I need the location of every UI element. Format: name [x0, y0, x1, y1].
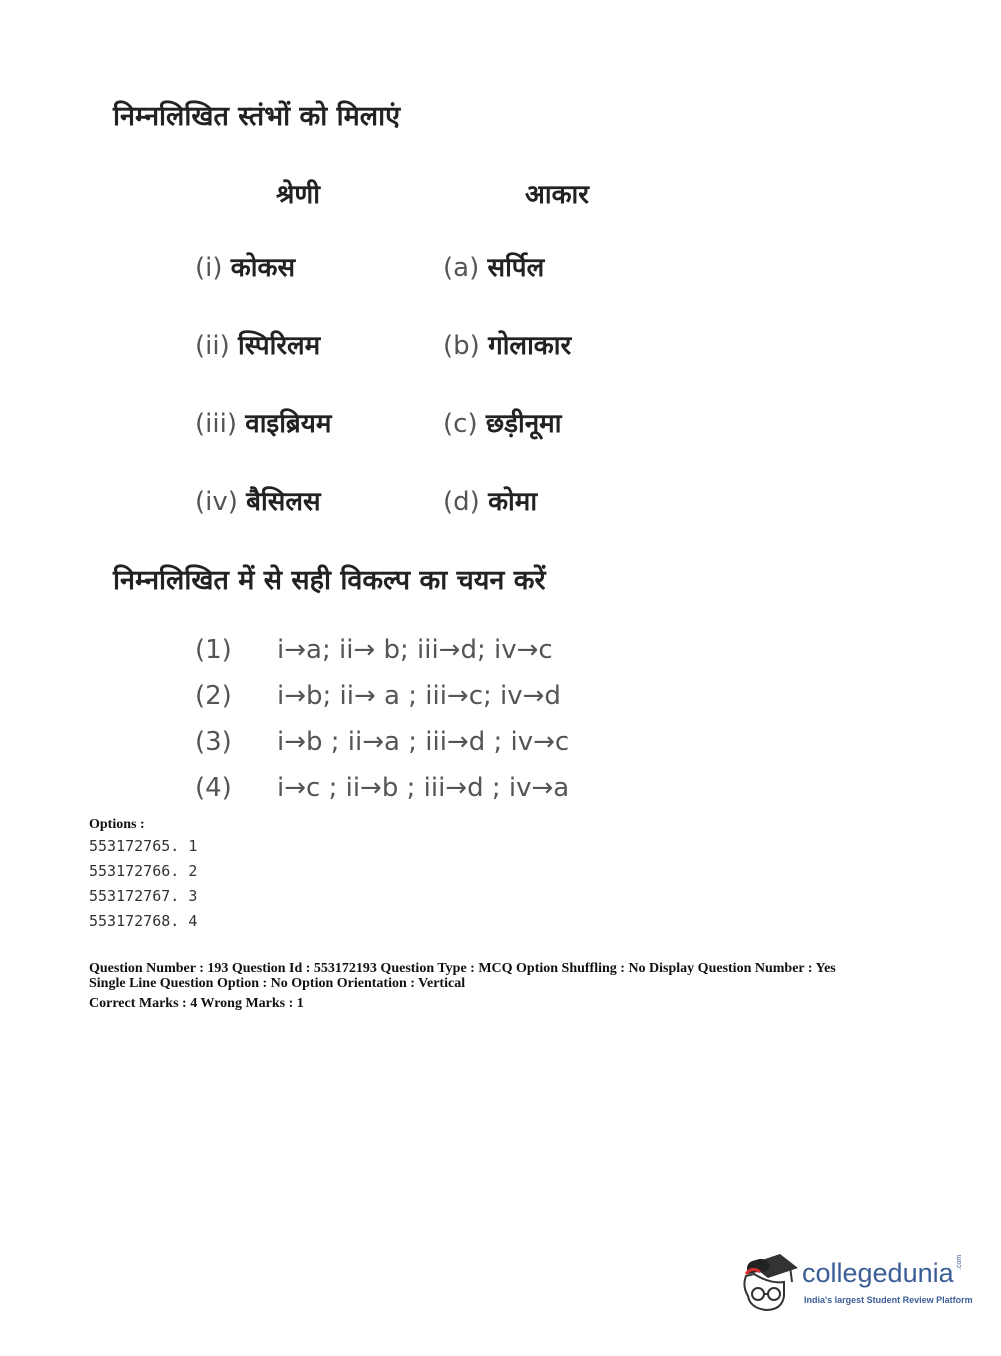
- match-left-term: बैसिलस: [246, 487, 321, 517]
- option-id: 553172765. 1: [89, 837, 198, 855]
- match-right-letter: (c): [443, 409, 478, 439]
- match-right-term: गोलाकार: [488, 331, 572, 361]
- match-right-term: कोमा: [488, 487, 538, 517]
- option-id: 553172767. 3: [89, 887, 198, 905]
- match-right-letter: (d): [443, 487, 480, 517]
- logo-tagline: India's largest Student Review Platform: [804, 1295, 973, 1305]
- question-meta-line2: Single Line Question Option : No Option Orientation : Vertical: [89, 976, 466, 991]
- match-left-term: कोकस: [230, 253, 296, 283]
- choice-number: (1): [195, 635, 232, 665]
- choice-text: i→b; ii→ a ; iii→c; iv→d: [277, 681, 561, 711]
- option-id: 553172766. 2: [89, 862, 198, 880]
- question-meta-line1: Question Number : 193 Question Id : 553172193 Question Type : MCQ Option Shuffling : No Display Question Number : Yes: [89, 961, 836, 976]
- match-row: [195, 404, 715, 444]
- match-row: [195, 248, 715, 288]
- column-right-heading: आकार: [525, 180, 589, 210]
- match-left-term: स्पिरिलम: [238, 331, 321, 361]
- mascot-icon: [740, 1252, 802, 1314]
- logo-wordmark: collegedunia: [802, 1258, 954, 1288]
- match-right-term: छड़ीनूमा: [485, 409, 562, 439]
- match-left-number: (iv): [195, 487, 238, 517]
- match-right-letter: (b): [443, 331, 480, 361]
- match-left-number: (i): [195, 253, 223, 283]
- choice-text: i→c ; ii→b ; iii→d ; iv→a: [277, 773, 570, 803]
- match-row: [195, 326, 715, 366]
- question-marks: Correct Marks : 4 Wrong Marks : 1: [89, 996, 304, 1011]
- choice-number: (4): [195, 773, 232, 803]
- match-left-number: (iii): [195, 409, 237, 439]
- choice-number: (3): [195, 727, 232, 757]
- choice-text: i→a; ii→ b; iii→d; iv→c: [277, 635, 553, 665]
- collegedunia-logo: [740, 1250, 973, 1320]
- column-left-heading: श्रेणी: [276, 180, 320, 210]
- choice-text: i→b ; ii→a ; iii→d ; iv→c: [277, 727, 570, 757]
- options-label: Options :: [89, 817, 145, 832]
- match-right-letter: (a): [443, 253, 480, 283]
- match-right-term: सर्पिल: [487, 253, 545, 283]
- question-title: निम्नलिखित स्तंभों को मिलाएं: [113, 101, 400, 132]
- logo-suffix: .com: [956, 1254, 963, 1270]
- match-left-term: वाइब्रियम: [245, 409, 332, 439]
- match-left-number: (ii): [195, 331, 230, 361]
- match-row: [195, 482, 715, 522]
- choice-number: (2): [195, 681, 232, 711]
- question-prompt: निम्नलिखित में से सही विकल्प का चयन करें: [113, 565, 546, 596]
- option-id: 553172768. 4: [89, 912, 198, 930]
